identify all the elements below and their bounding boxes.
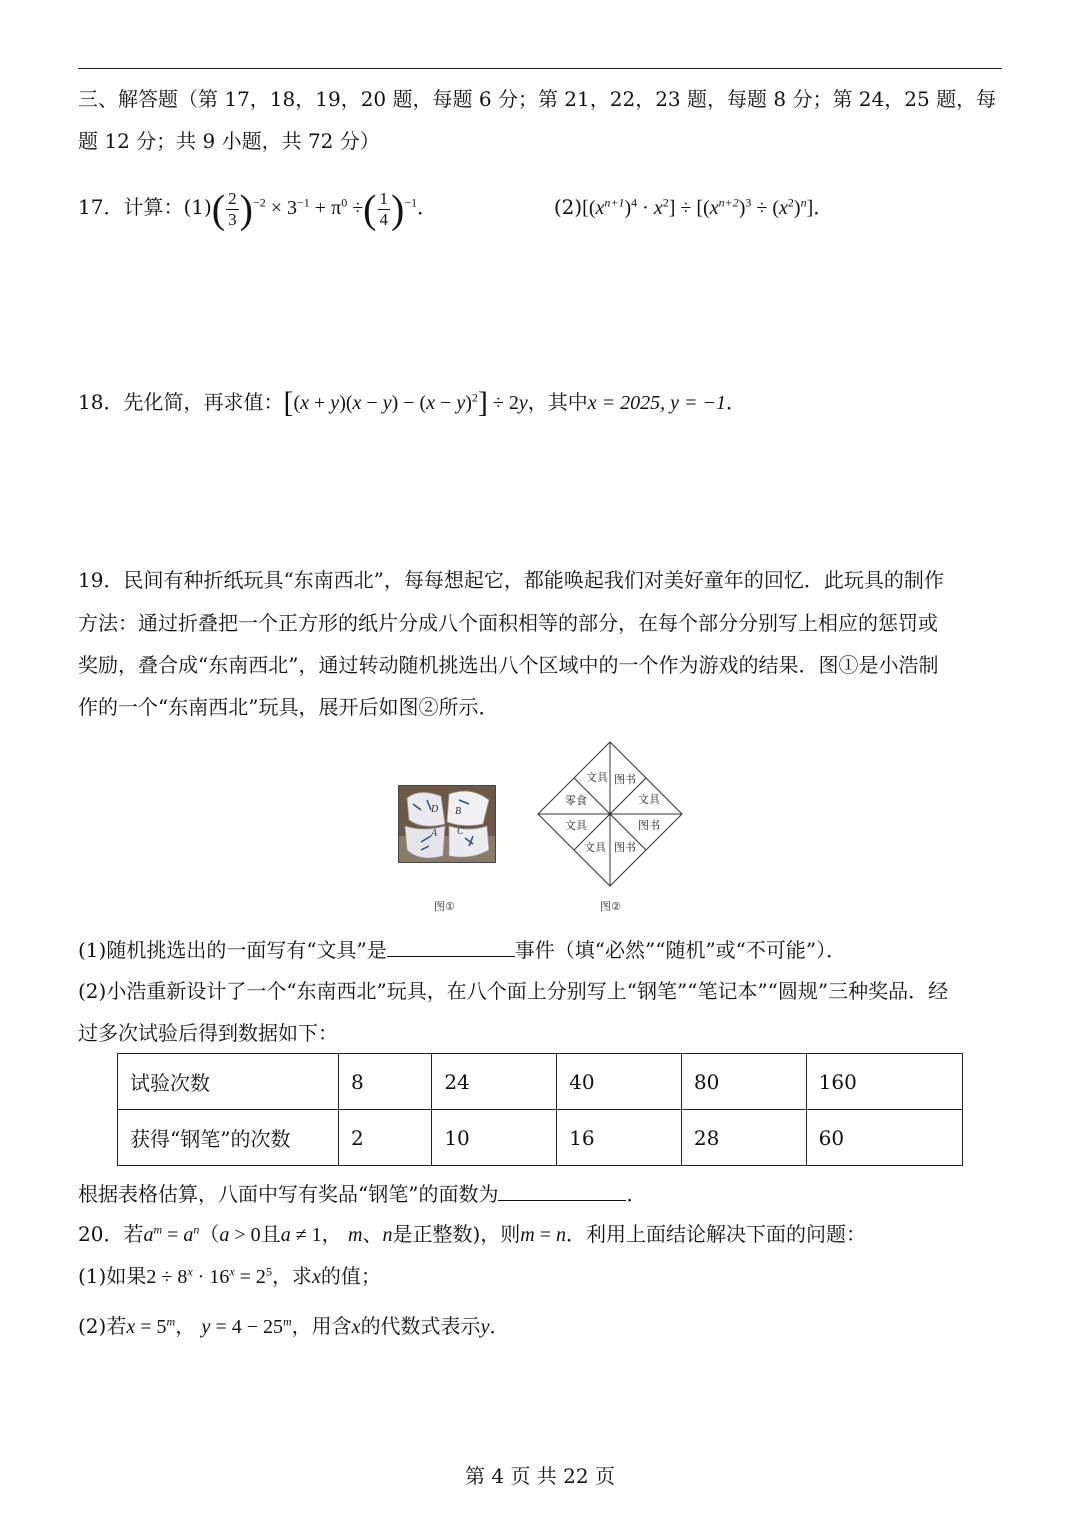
- q20-part2: [78, 1312, 509, 1341]
- q17-part2-label: (2): [553, 195, 583, 220]
- table-cell: 8: [339, 1054, 432, 1110]
- q19-text-line3: 奖励，叠合成“东南西北”，通过转动随机挑选出八个区域中的一个作为游戏的结果．图①是小浩制: [78, 653, 939, 677]
- q19-part1-text-a: (1)随机挑选出的一面写有“文具”是: [78, 938, 387, 962]
- table-cell: 60: [806, 1110, 962, 1166]
- header-rule: [78, 68, 1002, 69]
- table-cell: 10: [432, 1110, 557, 1166]
- table-cell: 80: [681, 1054, 806, 1110]
- table-header-trials: 试验次数: [118, 1054, 339, 1110]
- q19-text-line1: 19．民间有种折纸玩具“东南西北”，每每想起它，都能唤起我们对美好童年的回忆．此玩具的制作: [78, 568, 944, 592]
- q19-estimate-text-b: ．: [626, 1182, 647, 1206]
- table-cell: 16: [557, 1110, 682, 1166]
- q20-premise: $a^m = a^n$: [143, 1222, 200, 1246]
- trial-data-table: [117, 1053, 963, 1166]
- q20-part1-equation: $2 \div 8^x \cdot 16^x = 2^5$: [146, 1264, 272, 1288]
- diagram-label-4: 文具: [638, 793, 660, 806]
- table-row: [118, 1054, 963, 1110]
- q20-var-n: n: [382, 1224, 393, 1246]
- diagram-label-5: 文具: [565, 819, 587, 832]
- fig1-caption: 图①: [434, 900, 455, 913]
- q20-cond-open: （: [199, 1222, 220, 1246]
- q20-cond-comma: ，: [321, 1222, 342, 1246]
- q18-where: ，其中: [527, 390, 588, 414]
- question-20: [78, 1220, 866, 1249]
- q19-part2-line2: 过多次试验后得到数据如下：: [78, 1021, 338, 1045]
- q19-estimate: [78, 1178, 646, 1208]
- table-header-pen-count: 获得“钢笔”的次数: [118, 1110, 339, 1166]
- page-footer: 第 4 页 共 22 页: [465, 1464, 615, 1488]
- q20-conclusion-tail: ．利用上面结论解决下面的问题：: [566, 1222, 867, 1246]
- q19-part1-text-b: 事件（填“必然”“随机”或“不可能”）．: [514, 938, 847, 962]
- photo-letter-b: B: [455, 806, 462, 817]
- question-17: [78, 186, 834, 232]
- diagram-label-3: 零食: [565, 794, 587, 807]
- photo-letter-a: A: [431, 828, 438, 839]
- photo-letter-d: D: [431, 804, 439, 815]
- diagram-label-8: 图书: [614, 841, 636, 854]
- q20-part1-text-a: (1)如果: [78, 1264, 147, 1288]
- diagram-label-1: 文具: [586, 771, 608, 784]
- q20-part1-text-b: ，求: [271, 1264, 312, 1288]
- table-cell: 2: [339, 1110, 432, 1166]
- diagram-label-2: 图书: [614, 773, 636, 786]
- section-heading-line2: 题 12 分；共 9 小题，共 72 分）: [78, 129, 380, 153]
- q19-text-line4: 作的一个“东南西北”玩具，展开后如图②所示．: [78, 695, 499, 719]
- q20-part1-text-c: 的值；: [320, 1264, 381, 1288]
- q18-condition: x = 2025, y = −1: [587, 392, 727, 414]
- q19-text-line2: 方法：通过折叠把一个正方形的纸片分成八个面积相等的部分，在每个部分分别写上相应的惩罚或: [78, 611, 938, 635]
- fig2-unfolded-diagram: [536, 741, 684, 887]
- q20-conclusion: m = n: [520, 1224, 567, 1246]
- question-18: 18．先化简，再求值：$[(x + y)(x - y) - (x - y)^2] \div 2y$，其中x = 2025, y = −1．: [78, 386, 747, 419]
- q20-part2-sep: ，: [175, 1314, 196, 1338]
- photo-letter-c: C: [457, 826, 464, 837]
- table-cell: 24: [432, 1054, 557, 1110]
- q20-part2-var-y: y: [480, 1316, 490, 1338]
- q20-part2-text-e: ．: [489, 1314, 510, 1338]
- diagram-label-6: 图书: [638, 819, 660, 832]
- q18-label: 18．先化简，再求值：: [78, 390, 284, 414]
- q20-cond-a-positive: a > 0: [219, 1224, 261, 1246]
- q18-expression: $[(x + y)(x - y) - (x - y)^2] \div 2y$: [283, 386, 528, 419]
- q20-cond-a-not-one: a ≠ 1: [280, 1224, 322, 1246]
- q20-cond-end: 是正整数)，则: [392, 1222, 521, 1246]
- q20-part2-y-def: $y = 4 - 25^m$: [201, 1314, 292, 1338]
- q20-label: 20．若: [78, 1222, 144, 1246]
- table-cell: 40: [557, 1054, 682, 1110]
- table-row: [118, 1110, 963, 1166]
- q20-cond-and: 且: [260, 1222, 281, 1246]
- q17-part1-expression: ( $\frac{2}{3}$ )$^{-2} \times 3^{-1} + \pi^0$ ÷( $\frac{1}{4}$ )$^{-1}$．: [211, 186, 438, 232]
- q20-part1: [78, 1262, 381, 1291]
- q17-part2-expression: $[(x^{n+1})^4 \cdot x^2] \div [(x^{n+2})^3 \div (x^2)^n]$．: [582, 195, 834, 220]
- fig2-caption: 图②: [600, 900, 621, 913]
- q19-part2-line1: (2)小浩重新设计了一个“东南西北”玩具，在八个面上分别写上“钢笔”“笔记本”“圆规”三种奖品．经: [78, 979, 949, 1003]
- diagram-label-7: 文具: [584, 841, 606, 854]
- q19-estimate-answer-blank: [498, 1178, 626, 1201]
- q17-label: 17．计算：: [78, 195, 184, 220]
- table-cell: 28: [681, 1110, 806, 1166]
- fig1-toy-photo: [398, 785, 496, 863]
- table-cell: 160: [806, 1054, 962, 1110]
- q20-part2-x-def: $x = 5^m$: [126, 1314, 176, 1338]
- q20-part2-text-d: 的代数式表示: [360, 1314, 481, 1338]
- q20-part2-text-a: (2)若: [78, 1314, 127, 1338]
- section-heading-line1: 三、解答题（第 17，18，19，20 题，每题 6 分；第 21，22，23 题，每题 8 分；第 24，25 题，每: [78, 87, 997, 111]
- q19-estimate-text-a: 根据表格估算，八面中写有奖品“钢笔”的面数为: [78, 1182, 499, 1206]
- q19-part1: [78, 934, 846, 964]
- q19-part1-answer-blank: [387, 934, 515, 957]
- toy-photo-image: [399, 786, 495, 862]
- q17-part1-label: (1): [183, 195, 212, 220]
- q20-part2-text-c: ，用含: [291, 1314, 352, 1338]
- q20-cond-sep: 、: [362, 1222, 383, 1246]
- q20-part2-var-x: x: [351, 1316, 361, 1338]
- q20-var-m: m: [348, 1224, 363, 1246]
- q20-part1-var-x: x: [311, 1266, 321, 1288]
